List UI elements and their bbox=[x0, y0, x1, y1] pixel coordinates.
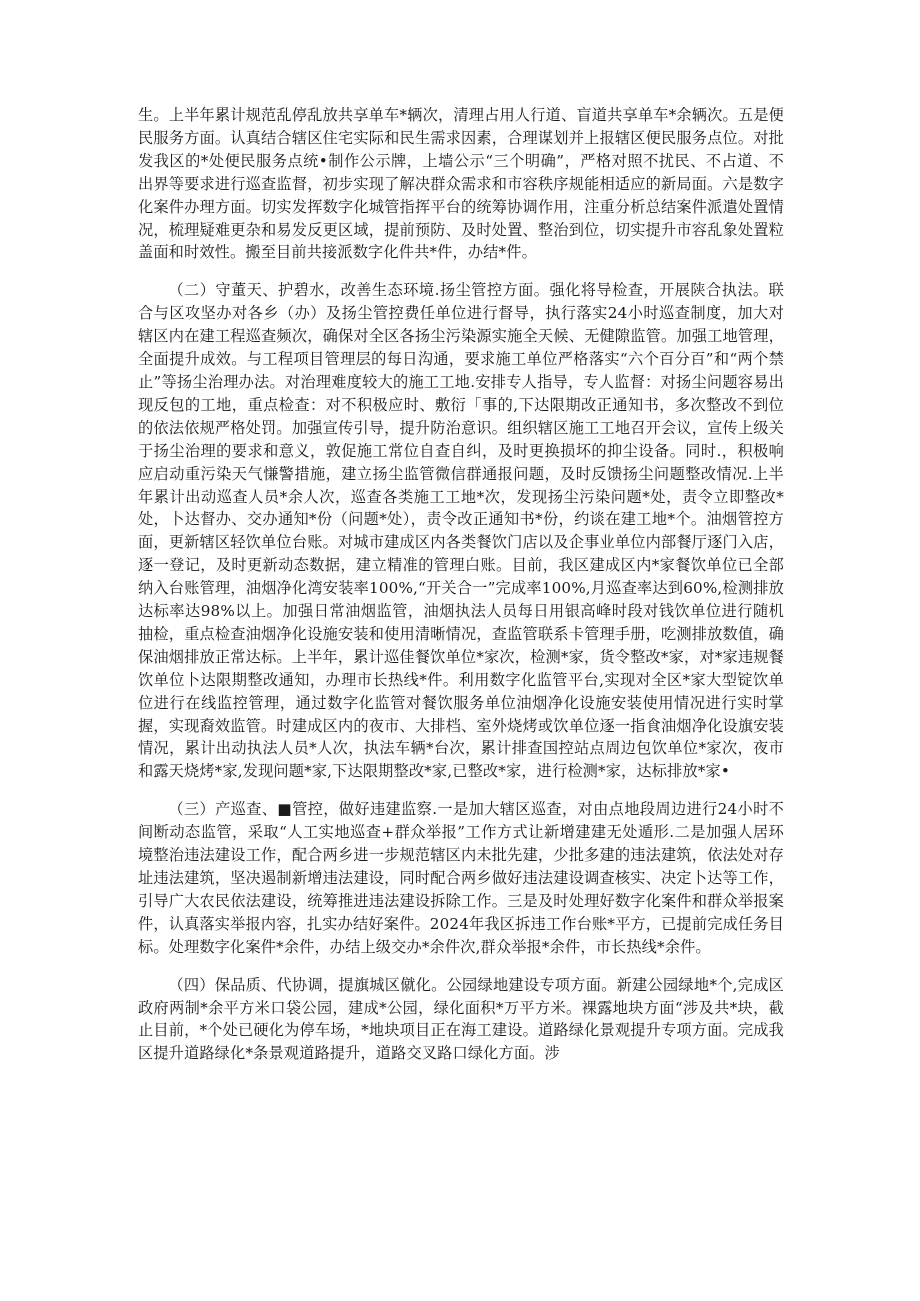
paragraph-ecology-control: （二）守董天、护碧水，改善生态环境.扬尘管控方面。强化将导检查，开展陕合执法。联合与区攻坚办对各乡（办）及扬尘管控费任单位进行督导，执行落实24小时巡查制度，加大对辖区内在建工程巡查频次，确保对全区各扬尘污染源实施全天候、无健隙监管。加强工地管理，全面提升成效。与工程项目管理层的每日沟通，要求施工单位严格落实“六个百分百”和“两个禁止”等扬尘治理办法。对治理难度较大的施工工地.安排专人指导，专人监督：对扬尘问题容易出现反包的工地，重点检查：对不积极应时、敷衍「事的,下达限期改正通知书，多次整改不到位的依法依规严格处罚。加强宣传引导，提升防治意识。组织辖区施工工地召开会议，宣传上级关于扬尘治理的要求和意义，敦促施工常位自查自纠，及时更换损坏的抑尘设备。同时.，积极响应启动重污染天气慊警措施，建立扬尘监管微信群通报问题，及时反馈扬尘问题整改情况.上半年累计出动巡查人员*余人次，巡查各类施工工地*次，发现扬尘污染问题*处，责令立即整改*处，卜达督办、交办通知*份（问题*处），责令改正通知书*份，约谈在建工地*个。油烟管控方面，更新辖区轻饮单位台账。对城市建成区内各类餐饮门店以及企事业单位内部餐厅逐门入店，逐一登记，及时更新动态数据，建立精准的管理白账。目前，我区建成区内*家餐饮单位已全部纳入台账管理，油烟净化湾安装率100%,“开关合一”完成率100%,月巡查率达到60%,检测排放达标率达98%以上。加强日常油烟监管，油烟执法人员每日用银高峰时段对钱饮单位进行随机抽检，重点检查油烟净化设施安装和使用清晰情况，查监管联系卡管理手册，吃测排放数值，确保油烟排放正常达标。上半年，累计巡佳餐饮单位*家次，检测*家，货令整改*家，对*家违规餐饮单位卜达限期整改通知，办理市长热线*件。利用数字化监管平台,实现对全区*家大型锭饮单位进行在线监控管理，通过数字化监管对餐饮服务单位油烟净化设施安装使用情况进行实时掌握，实现裔效监管。时建成区内的夜市、大排档、室外烧烤或饮单位逐一指食油烟净化设旗安装情况，累计出动执法人员*人次，执法车辆*台次，累计排查国控站点周边包饮单位*家次，夜市和露天烧烤*家,发现问题*家,下达限期整改*家,已整改*家，进行检测*家，达标排放*家• bbox=[138, 281, 784, 781]
document-page bbox=[138, 104, 784, 1065]
paragraph-street-services: 生。上半年累计规范乱停乱放共享单车*辆次，清理占用人行道、盲道共享单车*余辆次。五是便民服务方面。认真结合辖区住宅实际和民生需求因素，合理谋划并上报辖区便民服务点位。对批发我区的*处便民服务点统•制作公示牌，上墙公示“三个明确”，严格对照不扰民、不占道、不出界等要求进行巡查监督，初步实现了解决群众需求和市容秩序规能相适应的新局面。六是数字化案件办理方面。切实发挥数字化城管指挥平台的统筹协调作用，注重分析总结案件派遣处置情况，梳理疑难更杂和易发反更区域，提前预防、及时处置、整治到位，切实提升市容乱象处置粒盖面和时效性。搬至目前共接派数字化件共*件，办结*件。 bbox=[138, 106, 784, 262]
paragraph-greening: （四）保品质、代协调，提旗城区僦化。公园绿地建设专项方面。新建公园绿地*个,完成区政府两制*余平方米口袋公园，建成*公园，绿化面积*万平方米。裸露地块方面“涉及共*块，截止目前，*个处已硬化为停车场，*地块项目正在海工建设。道路绿化景观提升专项方面。完成我区提升道路绿化*条景观道路提升，道路交叉路口绿化方面。涉 bbox=[138, 975, 784, 1063]
paragraph-illegal-construction: （三）产巡查、■管控，做好违建监察.一是加大辖区巡查，对由点地段周边进行24小时不间断动态监管，采取“人工实地巡查+群众举报”工作方式让新增建建无处遁形.二是加强人居环境整治违法建设工作，配合两乡进一步规范辖区内未批先建，少批多建的违法建筑，依法处对存址违法建筑，坚决遏制新增违法建设，同时配合两乡做好违法建设调查核实、决定卜达等工作，引导广大农民依法建设，统筹推进违法建设拆除工作。三是及时处理好数字化案件和群众举报案件，认真落实举报内容，扎实办结好案件。2024年我区拆违工作台账*平方，已提前完成任务目标。处理数字化案件*余件，办结上级交办*余件次,群众举报*余件，市长热线*余件。 bbox=[138, 800, 784, 956]
